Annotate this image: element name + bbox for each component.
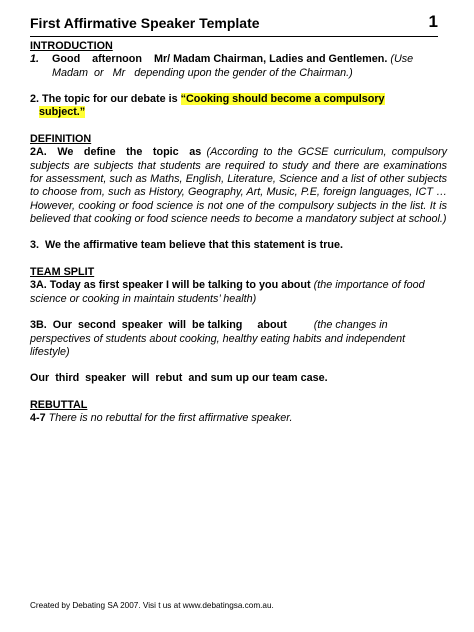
topic-prefix: 2. The topic for our debate is [30, 93, 181, 106]
rebuttal-number: 4-7 [30, 412, 46, 425]
first-speaker-lead: 3A. Today as first speaker I will be talking to you about [30, 279, 311, 292]
document-body [30, 40, 447, 426]
definition-heading: DEFINITION [30, 133, 92, 146]
second-speaker-line [30, 319, 447, 332]
item-number: 1. [30, 53, 40, 66]
second-speaker-topic-rest: perspectives of students about cooking, healthy eating habits and independent lifestyle) [30, 332, 406, 358]
topic-line [30, 93, 447, 106]
definition-paragraph [30, 146, 447, 226]
topic-highlight-1: “Cooking should become a compulsory [180, 93, 385, 106]
topic-line-2 [30, 106, 447, 119]
greeting-text: Good afternoon Mr/ Madam Chairman, Ladies and Gentlemen. [52, 53, 388, 66]
document-title: First Affirmative Speaker Template [30, 15, 260, 31]
page-footer: Created by Debating SA 2007. Visi t us at www.debatingsa.com.au. [30, 601, 274, 610]
introduction-heading: INTRODUCTION [30, 40, 113, 52]
rebuttal-line [30, 412, 447, 425]
rebuttal-text: There is no rebuttal for the first affirmative speaker. [48, 412, 293, 425]
belief-statement: 3. We the affirmative team believe that this statement is true. [30, 239, 344, 252]
definition-lead: 2A. We define the topic as [30, 146, 202, 159]
introduction-line [30, 53, 447, 66]
rebuttal-heading: REBUTTAL [30, 399, 88, 412]
greeting-note-end: Madam or Mr depending upon the gender of the Chairman.) [52, 66, 353, 79]
greeting-note-start: (Use [390, 53, 414, 66]
third-speaker-statement: Our third speaker will rebut and sum up our team case. [30, 372, 328, 385]
team-split-heading: TEAM SPLIT [30, 266, 95, 279]
topic-highlight-2: subject.” [39, 106, 86, 119]
page-number: 1 [428, 12, 438, 31]
page-header [30, 12, 438, 37]
second-speaker-topic-start: (the changes in [313, 319, 388, 332]
first-speaker-paragraph [30, 279, 447, 306]
definition-text: (According to the GCSE curriculum, compulsory subjects are subjects that students are required to study and there are examinations for assessment, such as Maths, English, Literature, Science and a list of other subjects to choose from, such as History, Geography, Art, Music, P.E, foreign languages, ICT … However, cooking or food science is not one of the compulsory subjects in the list. It is believed that cooking or food science needs to become a mandatory subject at school.) [30, 146, 448, 225]
first-speaker-topic: (the importance of food science or cooking in maintain students’ health) [30, 279, 425, 305]
second-speaker-lead: 3B. Our second speaker will be talking about [30, 319, 287, 332]
